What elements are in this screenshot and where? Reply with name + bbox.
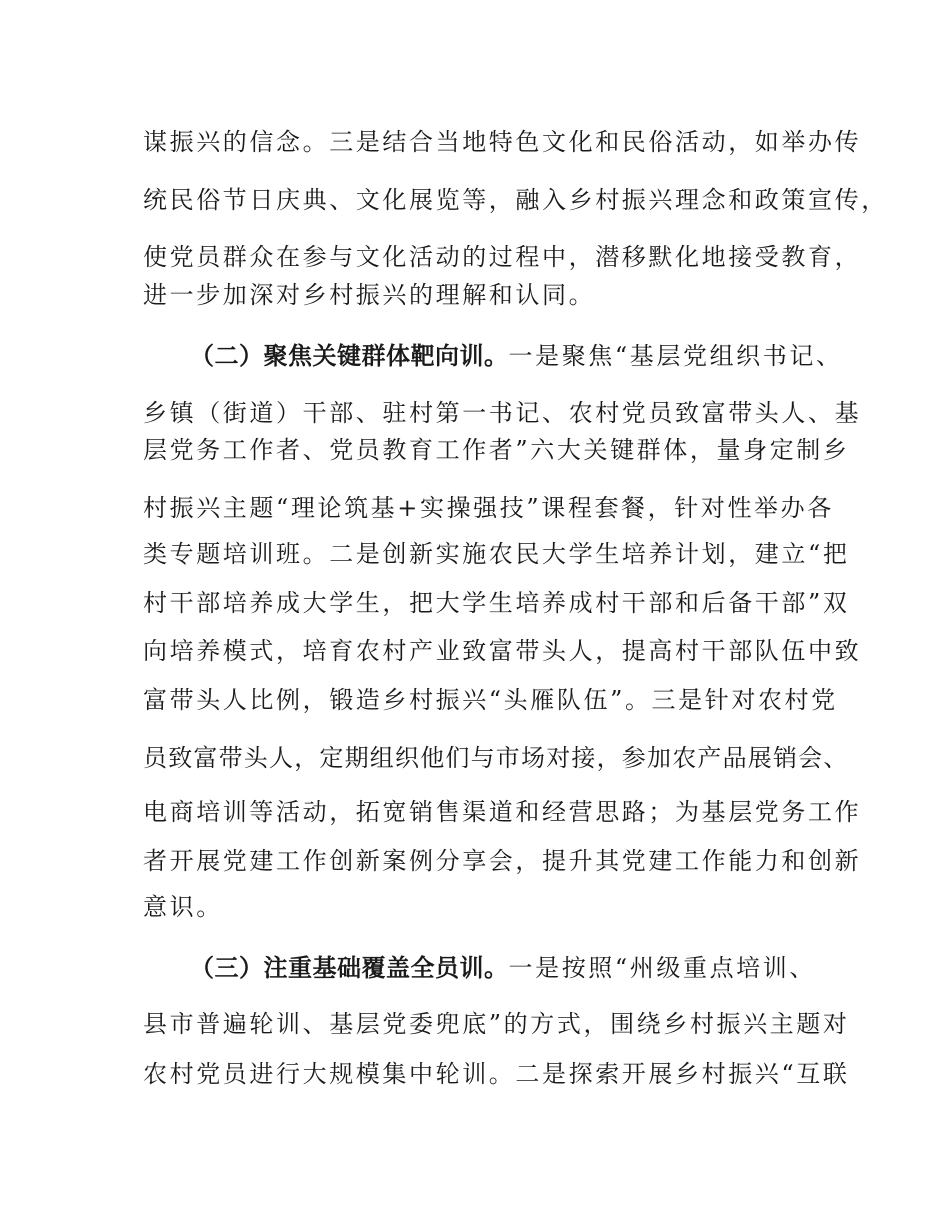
- body-text-line: 者开展党建工作创新案例分享会，提升其党建工作能力和创新: [143, 847, 862, 875]
- body-text-line: 进一步加深对乡村振兴的理解和认同。: [143, 281, 596, 309]
- body-text-line: 层党务工作者、党员教育工作者”六大关键群体，量身定制乡: [143, 436, 850, 464]
- body-text-line: 村振兴主题“理论筑基+实操强技”课程套餐，针对性举办各: [143, 494, 834, 522]
- body-text: 一是按照“州级重点培训、: [508, 954, 816, 982]
- body-text-line: 使党员群众在参与文化活动的过程中，潜移默化地接受教育，: [143, 243, 862, 271]
- body-text-line: 农村党员进行大规模集中轮训。二是探索开展乡村振兴“互联: [143, 1060, 850, 1088]
- body-text-line: 村干部培养成大学生，把大学生培养成村干部和后备干部”双: [143, 589, 850, 617]
- body-text-line: 县市普遍轮训、基层党委兜底”的方式，围绕乡村振兴主题对: [143, 1010, 850, 1038]
- body-text-line: 谋振兴的信念。三是结合当地特色文化和民俗活动，如举办传: [143, 128, 862, 156]
- body-text-line: 统民俗节日庆典、文化展览等，融入乡村振兴理念和政策宣传，: [143, 186, 888, 214]
- body-text-line: 类专题培训班。二是创新实施农民大学生培养计划，建立“把: [143, 540, 850, 568]
- body-text-line: 向培养模式，培育农村产业致富带头人，提高村干部队伍中致: [143, 637, 862, 665]
- section-first-line: [190, 948, 890, 988]
- section-heading: （二）聚焦关键群体靶向训。: [190, 342, 509, 370]
- body-text-line: 电商培训等活动，拓宽销售渠道和经营思路；为基层党务工作: [143, 798, 862, 826]
- body-text-line: 乡镇（街道）干部、驻村第一书记、农村党员致富带头人、基: [143, 399, 862, 427]
- section-first-line: [190, 336, 890, 376]
- body-text-line: 富带头人比例，锻造乡村振兴“头雁队伍”。三是针对农村党: [143, 686, 838, 714]
- section-heading: （三）注重基础覆盖全员训。: [190, 954, 509, 982]
- body-text-line: 意识。: [143, 893, 223, 921]
- body-text: 一是聚焦“基层党组织书记、: [508, 342, 843, 370]
- body-text-line: 员致富带头人，定期组织他们与市场对接，参加农产品展销会、: [143, 744, 849, 772]
